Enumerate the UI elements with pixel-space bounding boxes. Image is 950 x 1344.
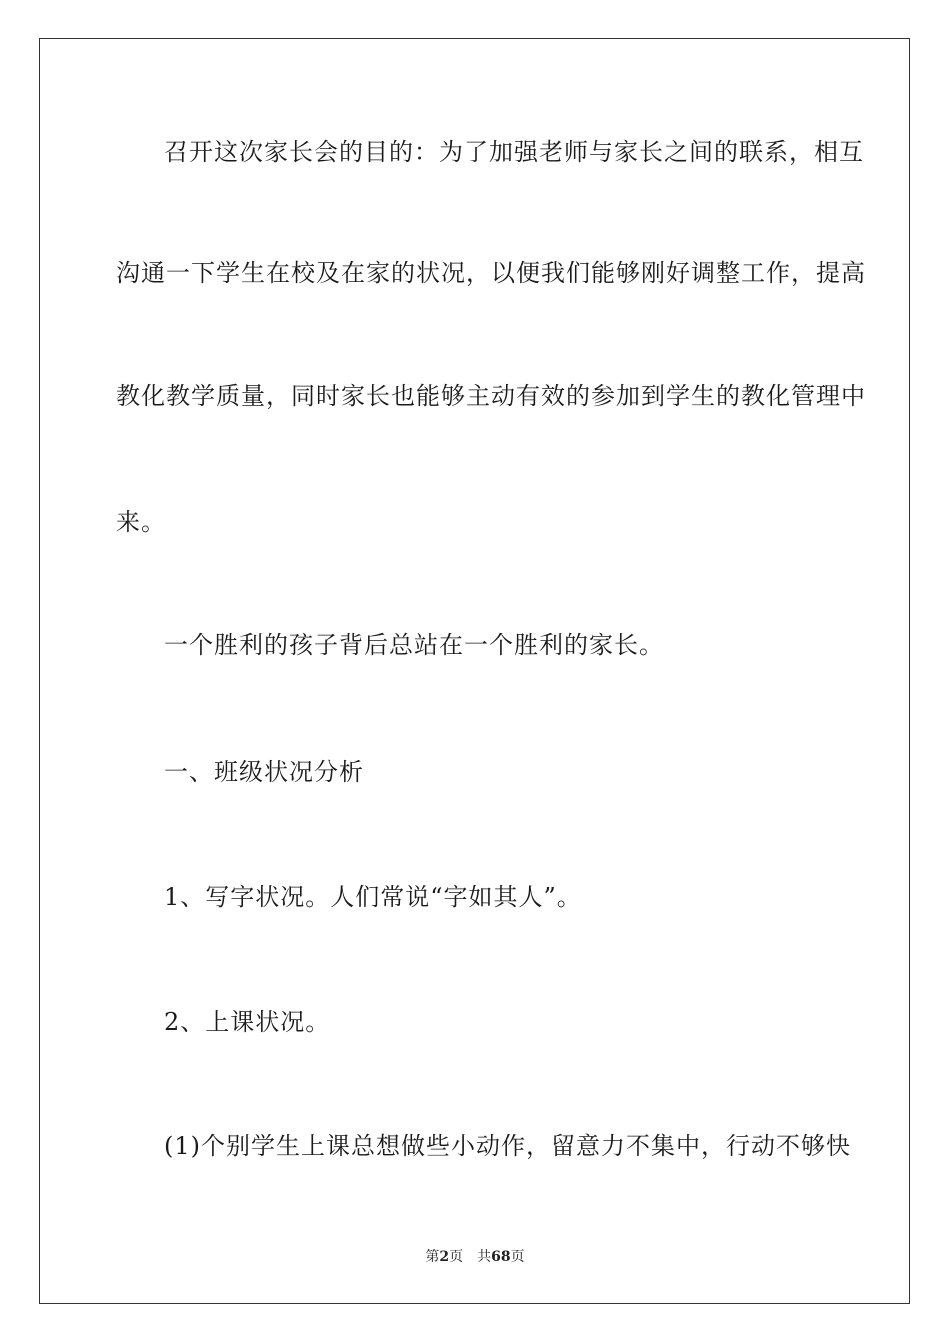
paragraph-line-2: 沟通一下学生在校及在家的状况，以便我们能够刚好调整工作，提高: [116, 259, 866, 287]
sub-item-1: (1)个别学生上课总想做些小动作，留意力不集中，行动不够快: [164, 1132, 851, 1160]
page-footer: [0, 1248, 950, 1266]
section-heading: 一、班级状况分析: [164, 758, 364, 786]
paragraph-line-5: 一个胜利的孩子背后总站在一个胜利的家长。: [164, 631, 664, 659]
page-border: [39, 38, 910, 1304]
list-item-2: 2、上课状况。: [164, 1008, 331, 1036]
paragraph-line-1: 召开这次家长会的目的：为了加强老师与家长之间的联系，相互: [164, 138, 864, 166]
page-prefix: 第: [425, 1249, 440, 1265]
total-prefix: 共: [477, 1249, 492, 1265]
paragraph-line-4: 来。: [116, 508, 166, 536]
page-suffix: 页: [449, 1249, 464, 1265]
paragraph-line-3: 教化教学质量，同时家长也能够主动有效的参加到学生的教化管理中: [116, 382, 866, 410]
total-pages: 68: [491, 1249, 511, 1265]
total-suffix: 页: [510, 1249, 525, 1265]
list-item-1: 1、写字状况。人们常说“字如其人”。: [164, 883, 582, 911]
page-number: 2: [439, 1249, 450, 1265]
